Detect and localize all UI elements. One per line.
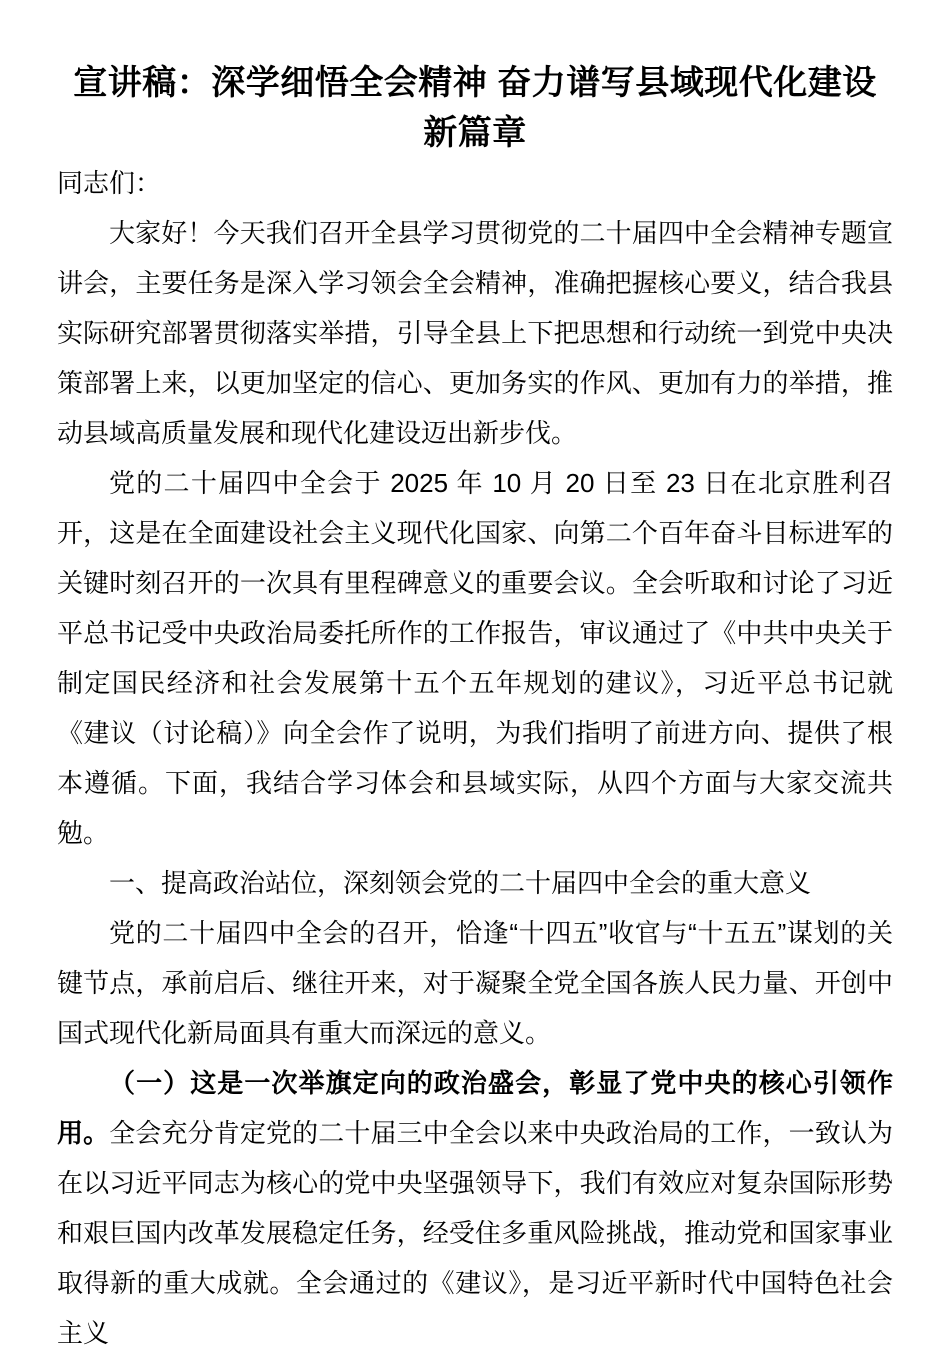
salutation-line: 同志们：	[57, 168, 162, 198]
document-title: 宣讲稿：深学细悟全会精神 奋力谱写县域现代化建设新篇章	[73, 64, 877, 152]
paragraph-greeting: 大家好！今天我们召开全县学习贯彻党的二十届四中全会精神专题宣讲会，主要任务是深入学习领会全会精神，准确把握核心要义，结合我县实际研究部署贯彻落实举措，引导全县上下把思想和行动统一到党中央决策部署上来，以更加坚定的信心、更加务实的作风、更加有力的举措，推动县域高质量发展和现代化建设迈出新步伐。	[57, 218, 893, 448]
paragraph-significance: 党的二十届四中全会的召开，恰逢“十四五”收官与“十五五”谋划的关键节点，承前启后、继往开来，对于凝聚全党全国各族人民力量、开创中国式现代化新局面具有重大而深远的意义。	[57, 918, 893, 1048]
section-heading-one: 一、提高政治站位，深刻领会党的二十届四中全会的重大意义	[109, 868, 812, 898]
paragraph-plenary-overview: 党的二十届四中全会于 2025 年 10 月 20 日至 23 日在北京胜利召开，这是在全面建设社会主义现代化国家、向第二个百年奋斗目标进军的关键时刻召开的一次具有里程碑意义的重要会议。全会听取和讨论了习近平总书记受中央政治局委托所作的工作报告，审议通过了《中共中央关于制定国民经济和社会发展第十五个五年规划的建议》，习近平总书记就《建议（讨论稿）》向全会作了说明，为我们指明了前进方向、提供了根本遵循。下面，我结合学习体会和县域实际，从四个方面与大家交流共勉。	[57, 468, 893, 848]
paragraph-sub-one-body: 全会充分肯定党的二十届三中全会以来中央政治局的工作，一致认为在以习近平同志为核心的党中央坚强领导下，我们有效应对复杂国际形势和艰巨国内改革发展稳定任务，经受住多重风险挑战，推动党和国家事业取得新的重大成就。全会通过的《建议》，是习近平新时代中国特色社会主义	[57, 1118, 893, 1348]
paragraph-sub-one	[57, 1058, 893, 1358]
paragraph-sub-one-bold-lead: （一）这是一次举旗定向的政治盛会，彰显了党中央的核心引领作用。	[57, 1068, 893, 1148]
